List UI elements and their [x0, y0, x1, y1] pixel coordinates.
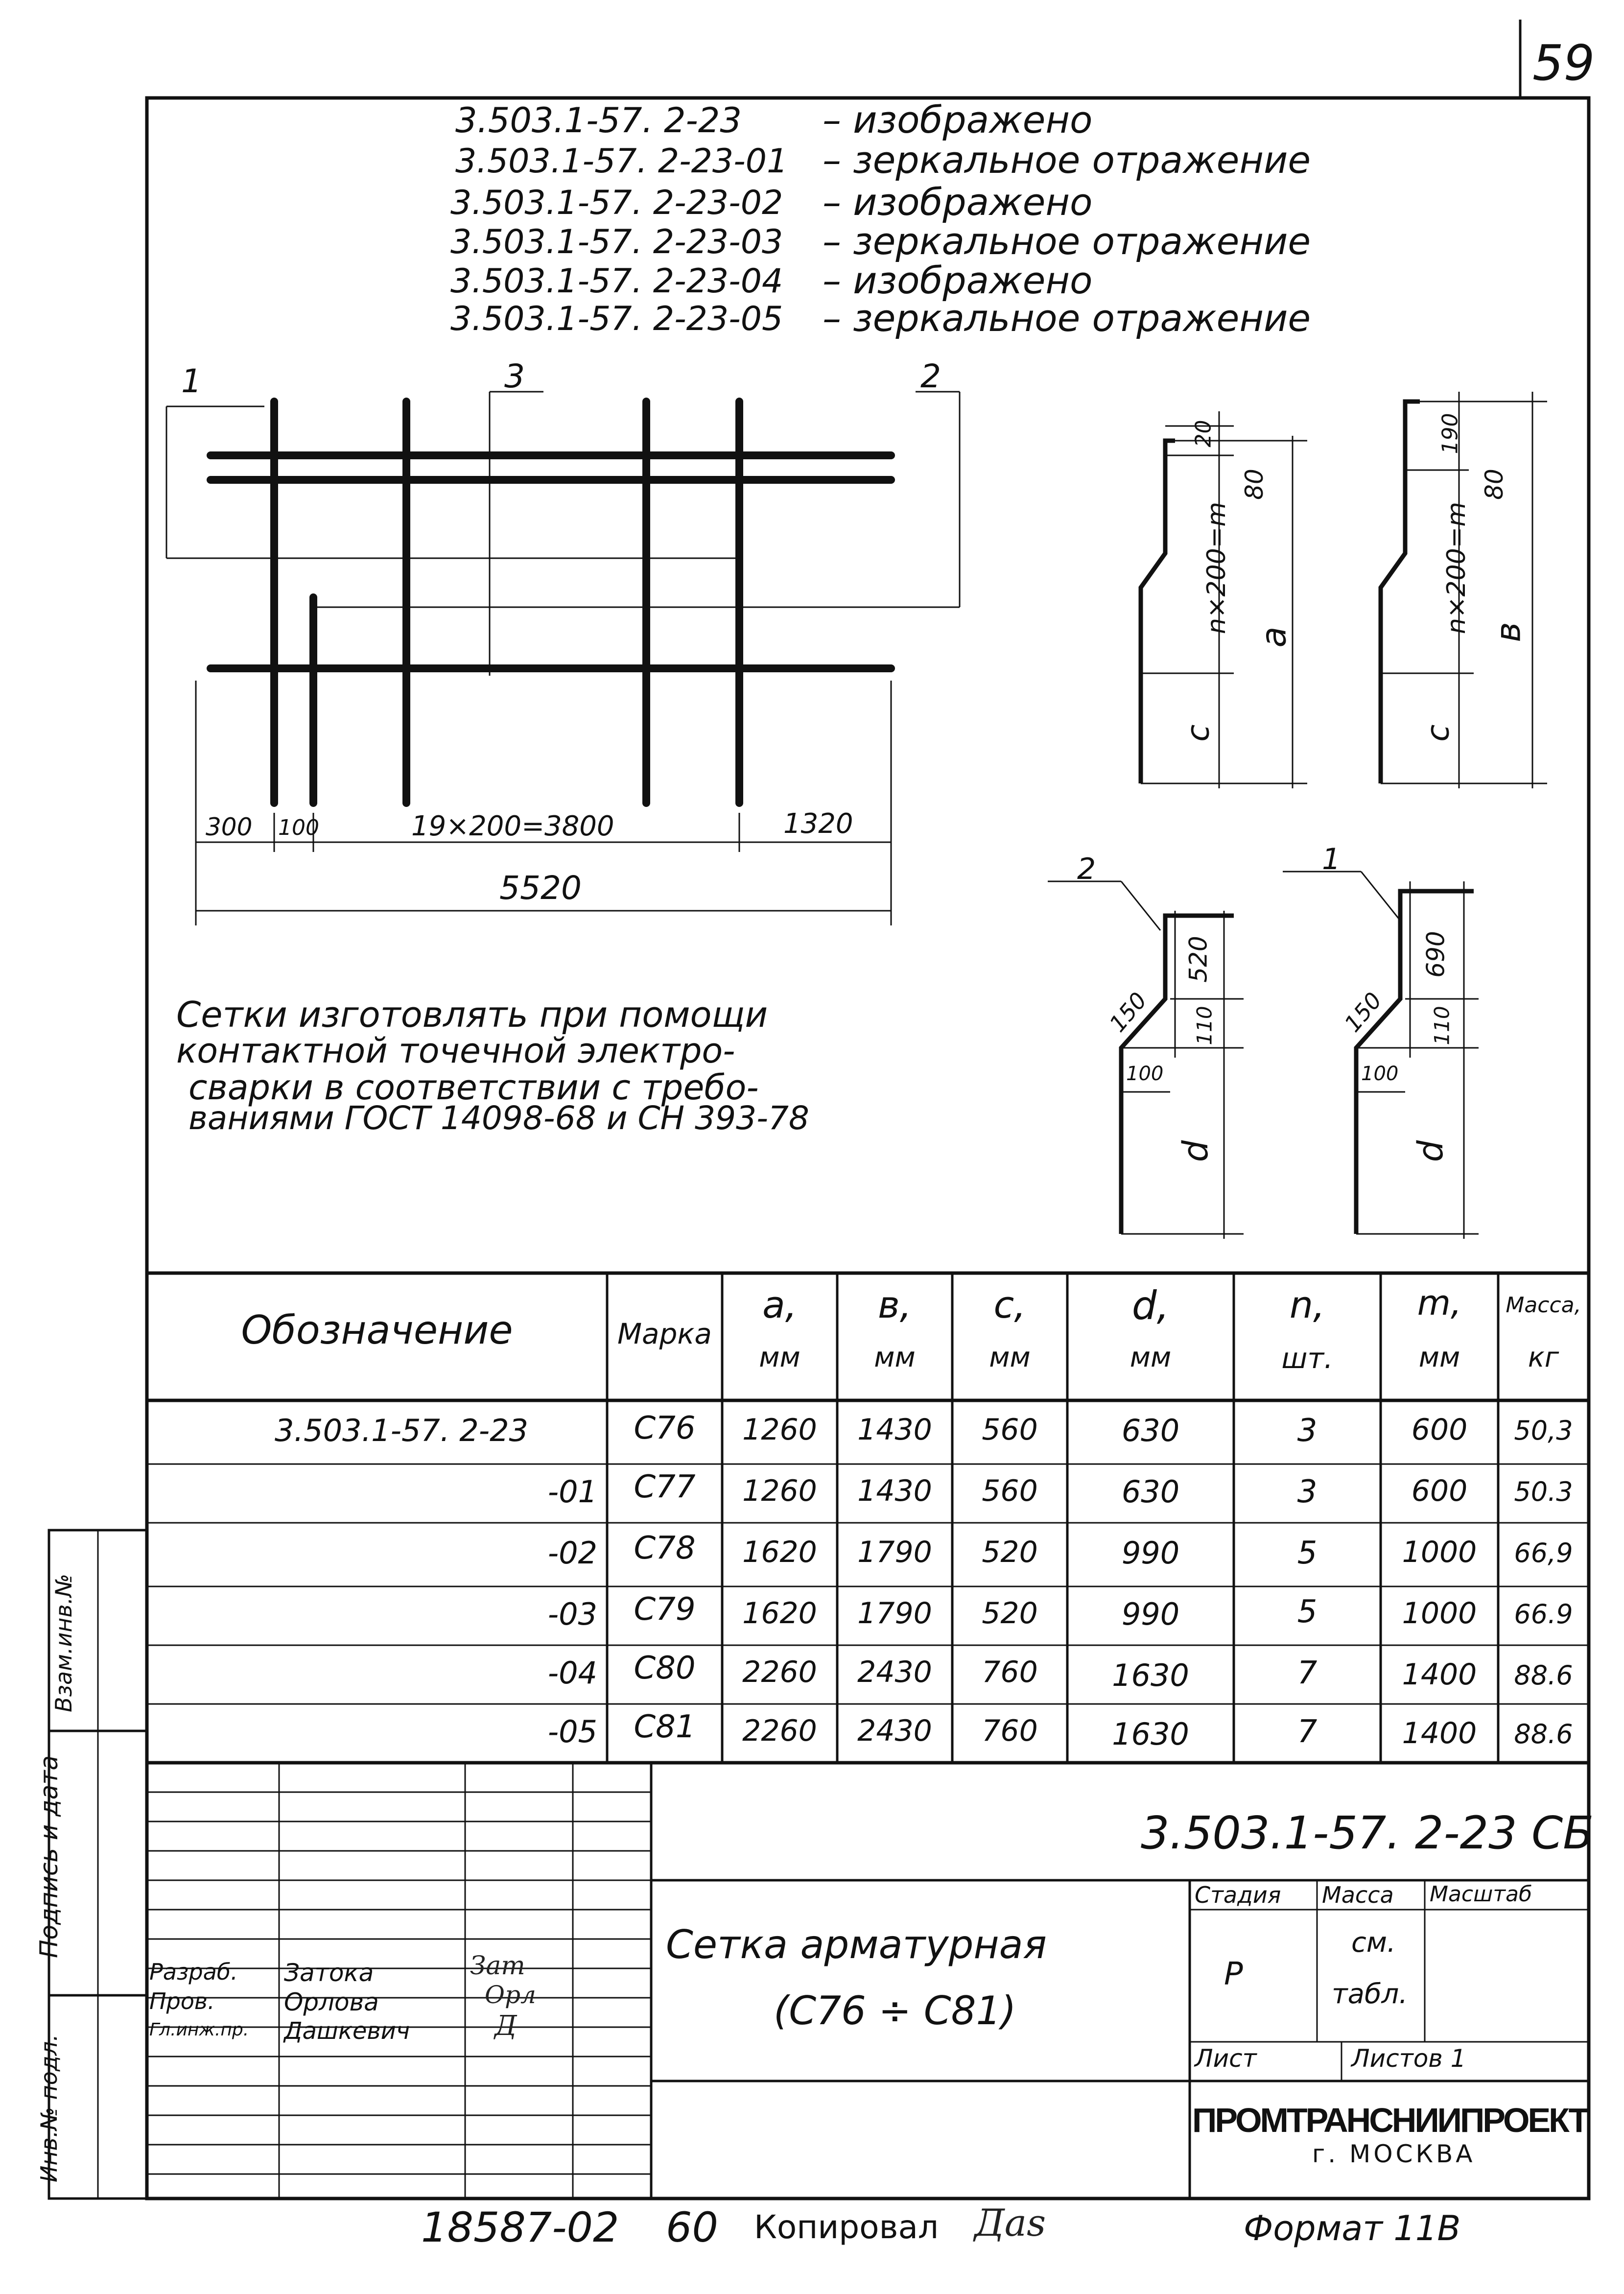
table-cell-c: 760 — [982, 1655, 1038, 1689]
table-cell-d: 990 — [1121, 1535, 1180, 1571]
table-cell-mass: 88.6 — [1514, 1719, 1573, 1750]
dim-100: 100 — [278, 815, 319, 840]
stamp-inv-podl: Инв.№ подл. — [36, 2034, 62, 2182]
header-n-unit: шт. — [1281, 1342, 1333, 1375]
table-cell-m: 1000 — [1402, 1535, 1477, 1569]
table-cell-a: 2260 — [742, 1655, 817, 1689]
detail-1-d: d — [1411, 1140, 1451, 1162]
footer-format: Формат 11В — [1244, 2208, 1461, 2248]
variant-desc: – зеркальное отражение — [823, 138, 1311, 182]
listov-label: Листов 1 — [1351, 2044, 1466, 2073]
signature-razrab: Зат — [470, 1951, 525, 1981]
stadia-value: Р — [1224, 1956, 1243, 1992]
table-cell-marka: С76 — [634, 1410, 696, 1446]
role-razrab: Разраб. — [149, 1959, 238, 1985]
name-glinzh: Дашкевич — [284, 2017, 410, 2045]
table-cell-marka: С81 — [634, 1709, 696, 1745]
table-cell-c: 760 — [982, 1714, 1038, 1748]
table-cell-m: 1000 — [1402, 1596, 1477, 1631]
name-razrab: Затока — [284, 1959, 374, 1987]
table-cell-m: 600 — [1411, 1474, 1468, 1508]
section-right-80: 80 — [1480, 469, 1508, 500]
table-cell-name: -03 — [547, 1596, 597, 1632]
variant-code: 3.503.1-57. 2-23-03 — [450, 223, 783, 261]
table-cell-n: 3 — [1297, 1413, 1318, 1449]
section-left-total: a — [1253, 626, 1294, 648]
section-right-run: n×200=m — [1442, 501, 1472, 635]
table-cell-a: 2260 — [742, 1714, 817, 1748]
mesh-plan — [166, 392, 960, 925]
table-cell-d: 630 — [1121, 1413, 1180, 1448]
table-cell-m: 600 — [1411, 1413, 1468, 1447]
table-cell-a: 1620 — [742, 1596, 817, 1631]
table-cell-n: 7 — [1297, 1714, 1318, 1750]
table-cell-b: 2430 — [857, 1655, 932, 1689]
callout-1: 1 — [181, 362, 202, 400]
table-cell-name: 3.503.1-57. 2-23 — [274, 1413, 529, 1448]
city: г. МОСКВА — [1312, 2140, 1476, 2168]
header-b: в, — [878, 1283, 912, 1326]
table-cell-mass: 88.6 — [1514, 1660, 1573, 1691]
stamp-podpis-data: Подпись и дата — [35, 1755, 63, 1958]
callout-2: 2 — [920, 357, 941, 395]
detail-1-horiz: 100 — [1361, 1063, 1399, 1085]
variant-desc: – зеркальное отражение — [823, 296, 1311, 340]
variant-code: 3.503.1-57. 2-23-05 — [450, 300, 783, 338]
table-cell-marka: С80 — [634, 1650, 696, 1686]
table-cell-name: -05 — [547, 1714, 597, 1750]
drawing-title: Сетка арматурная — [666, 1922, 1047, 1967]
note-line: ваниями ГОСТ 14098-68 и СН 393-78 — [188, 1099, 809, 1137]
detail-1 — [1283, 872, 1479, 1239]
section-right-190: 190 — [1437, 413, 1463, 454]
table-cell-c: 560 — [982, 1413, 1038, 1447]
table-cell-n: 5 — [1297, 1594, 1318, 1630]
header-b-unit: мм — [874, 1342, 916, 1373]
dim-3800: 19×200=3800 — [411, 810, 614, 842]
detail-2-d: d — [1176, 1140, 1216, 1162]
header-mass-unit: кг — [1528, 1342, 1559, 1373]
stadia-label: Стадия — [1195, 1882, 1281, 1908]
section-right-c: c — [1420, 724, 1457, 742]
variant-desc: – изображено — [823, 180, 1093, 224]
section-left-run: n×200=m — [1202, 501, 1232, 635]
table-cell-c: 520 — [982, 1535, 1038, 1569]
table-cell-a: 1620 — [742, 1535, 817, 1569]
table-cell-name: -01 — [547, 1474, 597, 1510]
detail-1-upper: 690 — [1421, 931, 1450, 978]
detail-1-diag: 150 — [1339, 987, 1387, 1037]
variant-desc: – изображено — [823, 98, 1093, 142]
footer-page: 60 — [666, 2203, 718, 2251]
dim-300: 300 — [206, 813, 253, 841]
doc-code: 3.503.1-57. 2-23 СБ — [1141, 1807, 1594, 1859]
table-cell-n: 7 — [1297, 1655, 1318, 1691]
table-cell-d: 990 — [1121, 1596, 1180, 1632]
header-m-unit: мм — [1418, 1342, 1460, 1373]
table-cell-marka: С77 — [634, 1469, 696, 1505]
detail-1-mid: 110 — [1430, 1006, 1454, 1045]
role-glinzh: Гл.инж.пр. — [149, 2020, 249, 2040]
detail-2-horiz: 100 — [1126, 1063, 1164, 1085]
header-name: Обозначение — [241, 1307, 513, 1353]
header-marka: Марка — [617, 1317, 712, 1350]
detail-2-mid: 110 — [1192, 1006, 1217, 1045]
detail-2-label: 2 — [1077, 852, 1096, 886]
table-cell-b: 1790 — [857, 1596, 932, 1631]
section-right-total: в — [1488, 622, 1529, 642]
table-cell-name: -02 — [547, 1535, 597, 1571]
callout-3: 3 — [504, 357, 525, 395]
variant-desc: – зеркальное отражение — [823, 219, 1311, 263]
table-cell-mass: 66.9 — [1514, 1599, 1573, 1630]
table-cell-a: 1260 — [742, 1474, 817, 1508]
variant-code: 3.503.1-57. 2-23-02 — [450, 184, 783, 222]
stamp-vzam-inv: Взам.инв.№ — [50, 1573, 77, 1712]
organization: ПРОМТРАНСНИИПРОЕКТ — [1192, 2101, 1588, 2139]
dim-1320: 1320 — [783, 808, 853, 840]
masshtab-label: Масштаб — [1430, 1882, 1532, 1907]
detail-2 — [1048, 881, 1244, 1239]
header-n: n, — [1289, 1283, 1325, 1326]
table-cell-c: 560 — [982, 1474, 1038, 1508]
section-left-20: 20 — [1191, 420, 1216, 448]
variant-code: 3.503.1-57. 2-23-01 — [455, 142, 788, 181]
variant-desc: – изображено — [823, 259, 1093, 302]
table-cell-marka: С79 — [634, 1591, 696, 1628]
table-cell-n: 5 — [1297, 1535, 1318, 1571]
table-cell-b: 1790 — [857, 1535, 932, 1569]
table-cell-d: 1630 — [1112, 1716, 1189, 1752]
table-cell-c: 520 — [982, 1596, 1038, 1631]
massa-value-1: см. — [1351, 1927, 1396, 1959]
header-c: c, — [993, 1283, 1026, 1326]
table-cell-marka: С78 — [634, 1530, 696, 1566]
detail-1-label: 1 — [1322, 842, 1341, 876]
detail-2-upper: 520 — [1184, 936, 1213, 983]
signature-glinzh: Д — [494, 2010, 517, 2042]
table-cell-m: 1400 — [1402, 1716, 1477, 1750]
table-cell-mass: 50,3 — [1514, 1415, 1573, 1446]
massa-label: Масса — [1322, 1882, 1394, 1908]
header-c-unit: мм — [989, 1342, 1031, 1373]
table-cell-mass: 66,9 — [1514, 1537, 1573, 1568]
table-cell-d: 1630 — [1112, 1657, 1189, 1693]
footer-number: 18587-02 — [421, 2203, 619, 2251]
header-m: m, — [1417, 1283, 1462, 1323]
dim-5520: 5520 — [499, 869, 582, 907]
header-d: d, — [1131, 1283, 1170, 1328]
footer-copied-signature: Даs — [974, 2201, 1046, 2245]
table-cell-b: 1430 — [857, 1474, 932, 1508]
footer-copied: Копировал — [754, 2208, 939, 2246]
signature-prov: Орл — [485, 1981, 536, 2009]
table-cell-d: 630 — [1121, 1474, 1180, 1510]
header-a-unit: мм — [759, 1342, 800, 1373]
section-left-80: 80 — [1240, 469, 1269, 500]
page-number: 59 — [1532, 34, 1595, 92]
massa-value-2: табл. — [1332, 1978, 1408, 2010]
variant-code: 3.503.1-57. 2-23-04 — [450, 262, 783, 301]
list-label: Лист — [1195, 2044, 1257, 2073]
name-prov: Орлова — [284, 1988, 379, 2016]
drawing-subtitle: (С76 ÷ С81) — [774, 1988, 1016, 2034]
table-cell-n: 3 — [1297, 1474, 1318, 1510]
header-a: a, — [762, 1283, 797, 1326]
header-mass: Масса, — [1506, 1293, 1581, 1318]
table-cell-m: 1400 — [1402, 1657, 1477, 1692]
table-cell-a: 1260 — [742, 1413, 817, 1447]
section-left-c: c — [1180, 724, 1217, 742]
note-line: контактной точечной электро- — [176, 1031, 735, 1071]
detail-2-diag: 150 — [1104, 987, 1152, 1037]
note-line: сварки в соответствии с требо- — [188, 1067, 759, 1108]
header-d-unit: мм — [1130, 1342, 1172, 1373]
role-prov: Пров. — [149, 1988, 215, 2014]
table-cell-b: 1430 — [857, 1413, 932, 1447]
table-cell-mass: 50.3 — [1514, 1476, 1573, 1507]
table-cell-b: 2430 — [857, 1714, 932, 1748]
table-cell-name: -04 — [547, 1655, 597, 1691]
variant-code: 3.503.1-57. 2-23 — [455, 100, 742, 141]
note-line: Сетки изготовлять при помощи — [176, 994, 768, 1035]
